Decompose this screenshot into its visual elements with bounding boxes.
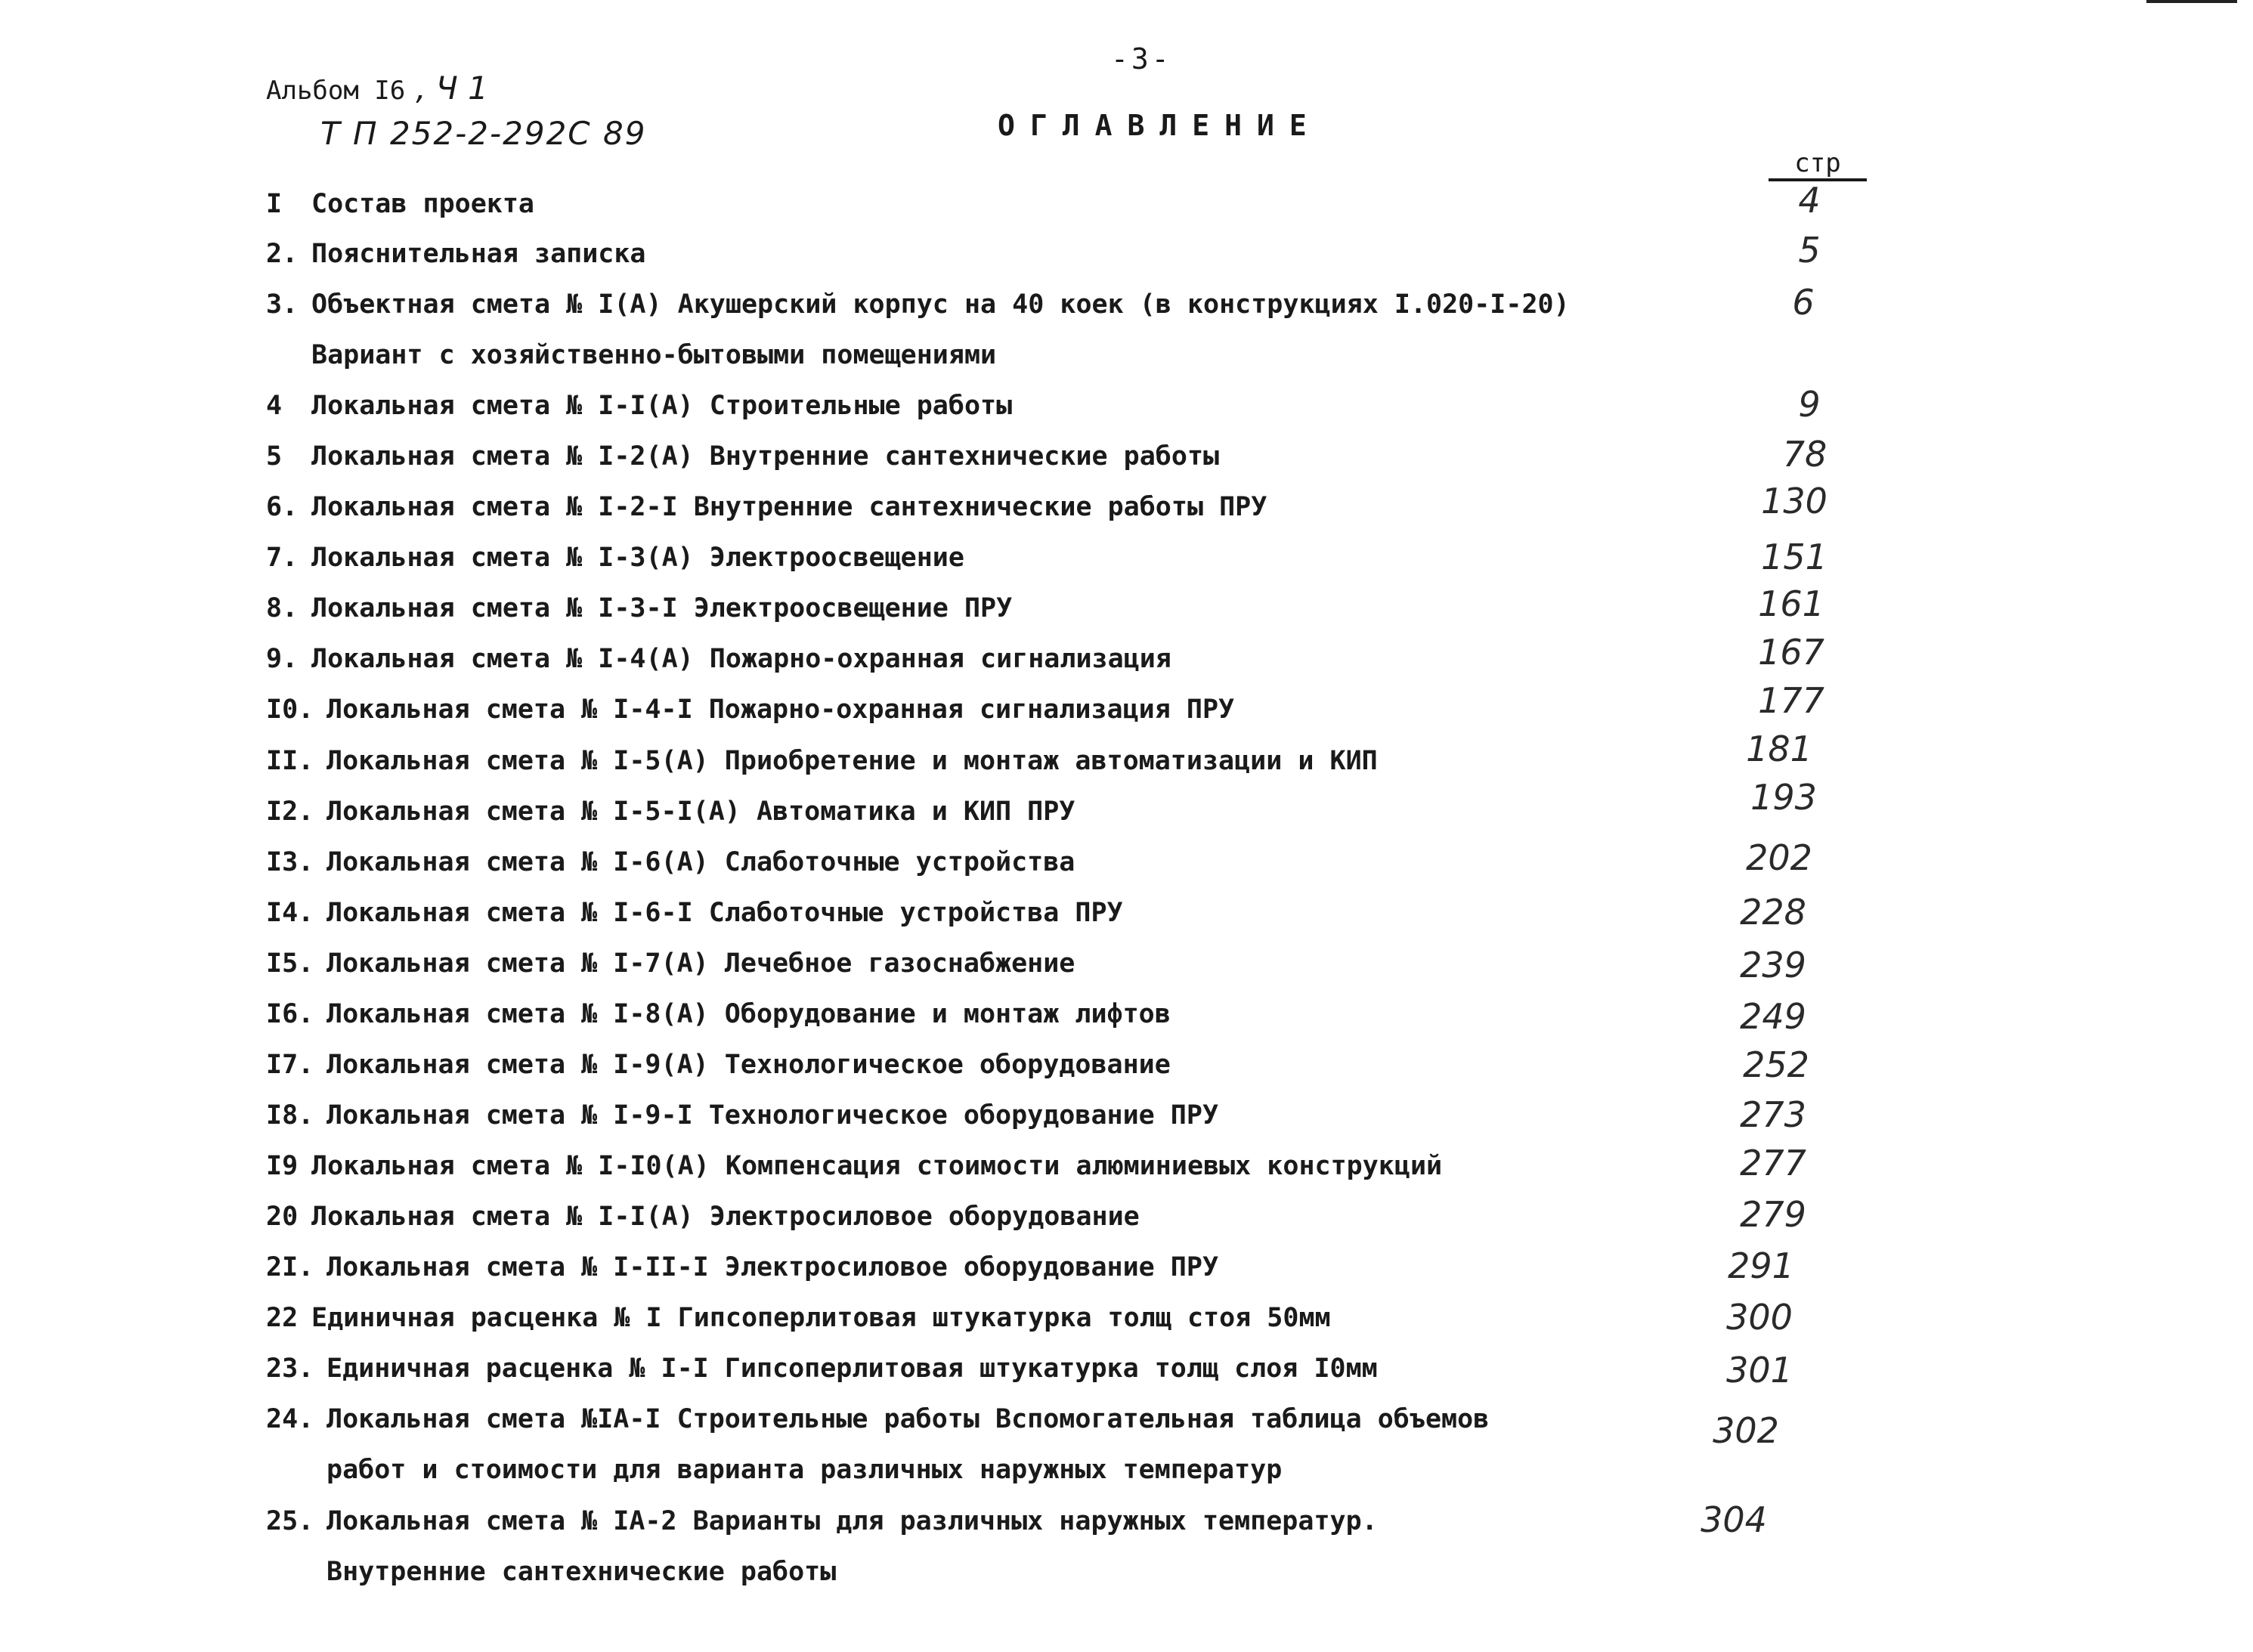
album-title: Альбом I6: [266, 76, 406, 106]
toc-entry-title: Локальная смета № I-4(А) Пожарно-охранная сигнализация: [311, 644, 1171, 674]
page-title: ОГЛАВЛЕНИЕ: [998, 109, 1322, 142]
toc-entry: [266, 492, 1267, 522]
toc-entry-page-handwritten: 181: [1746, 729, 1812, 769]
toc-entry-page-handwritten: 161: [1758, 583, 1824, 624]
toc-entry: [266, 593, 1012, 623]
toc-entry-number: 3.: [266, 289, 299, 320]
toc-entry-title: Локальная смета № I-3-I Электроосвещение ПРУ: [311, 593, 1013, 623]
toc-entry-page-handwritten: 6: [1792, 282, 1815, 323]
project-code-handwritten: Т П 252-2-292С 89: [320, 115, 647, 152]
toc-entry: [266, 695, 1234, 725]
toc-entry: [266, 1050, 1171, 1080]
toc-entry-page-handwritten: 78: [1782, 434, 1827, 475]
toc-entry: [266, 999, 1171, 1029]
toc-entry-title: Локальная смета № I-9-I Технологическое оборудование ПРУ: [326, 1100, 1219, 1131]
toc-entry-number: II.: [266, 746, 314, 776]
toc-entry: [266, 239, 646, 269]
toc-entry-page-handwritten: 193: [1750, 777, 1817, 818]
toc-entry-title: Локальная смета № I-II-I Электросиловое оборудование ПРУ: [326, 1252, 1219, 1282]
toc-entry-title: Локальная смета № I-6(А) Слаботочные устройства: [326, 847, 1075, 877]
toc-entry-page-handwritten: 228: [1740, 892, 1806, 933]
toc-entry-title: Локальная смета № I-2-I Внутренние сантехнические работы ПРУ: [311, 492, 1267, 522]
toc-entry: [266, 847, 1075, 877]
toc-entry-page-handwritten: 239: [1740, 945, 1806, 985]
toc-entry-page-handwritten: 273: [1740, 1094, 1806, 1135]
toc-entry-number: 20: [266, 1202, 299, 1232]
toc-entry-title: Локальная смета № I-I(А) Строительные работы: [311, 391, 1013, 421]
toc-entry: [266, 289, 1570, 320]
album-part-handwritten: , Ч 1: [416, 70, 488, 107]
toc-entry: [266, 898, 1123, 928]
toc-entry-page-handwritten: 9: [1798, 384, 1821, 425]
toc-entry: [266, 1202, 1140, 1232]
toc-entry-number: 4: [266, 391, 283, 421]
toc-entry-title: Объектная смета № I(А) Акушерский корпус на 40 коек (в конструкциях I.020-I-20): [311, 289, 1570, 320]
toc-entry: [266, 797, 1075, 827]
toc-entry-number: I5.: [266, 948, 314, 979]
toc-entry-page-handwritten: 291: [1728, 1245, 1794, 1286]
toc-entry-title: Локальная смета № I-4-I Пожарно-охранная сигнализация ПРУ: [326, 695, 1235, 725]
toc-entry-number: 8.: [266, 593, 299, 623]
toc-entry-page-handwritten: 301: [1726, 1350, 1793, 1391]
toc-entry-page-handwritten: 279: [1740, 1194, 1806, 1235]
toc-entry-title: Локальная смета № I-I(А) Электросиловое оборудование: [311, 1202, 1140, 1232]
page-number: -3-: [1111, 42, 1172, 76]
toc-entry-page-handwritten: 167: [1758, 632, 1824, 673]
toc-entry: [266, 1151, 1442, 1181]
toc-entry-title: Локальная смета № I-5(А) Приобретение и монтаж автоматизации и КИП: [326, 746, 1378, 776]
toc-entry: [266, 1252, 1218, 1282]
toc-entry-number: I0.: [266, 695, 314, 725]
toc-entry: [266, 1100, 1218, 1131]
toc-entry-number: 2I.: [266, 1252, 314, 1282]
toc-entry: [266, 1404, 1489, 1434]
toc-entry-number: I: [266, 189, 283, 219]
toc-entry-title: Локальная смета № I-I0(А) Компенсация стоимости алюминиевых конструкций: [311, 1151, 1443, 1181]
toc-entry-page-handwritten: 202: [1746, 837, 1812, 878]
toc-entry: [266, 189, 534, 219]
toc-entry-number: 24.: [266, 1404, 314, 1434]
toc-entry-page-handwritten: 130: [1761, 481, 1827, 521]
toc-entry-page-handwritten: 249: [1740, 996, 1806, 1037]
toc-entry: [266, 391, 1012, 421]
toc-entry-page-handwritten: 151: [1761, 537, 1827, 577]
toc-entry-title: Локальная смета №IА-I Строительные работы Вспомогательная таблица объемов: [326, 1404, 1490, 1434]
album-label: [266, 70, 488, 107]
toc-entry-page-handwritten: 300: [1726, 1297, 1793, 1338]
scan-edge-line: [2146, 0, 2237, 3]
toc-entry: [266, 644, 1171, 674]
page-column-header: стр: [1769, 150, 1867, 181]
toc-entry: [266, 746, 1378, 776]
toc-entry-number: 6.: [266, 492, 299, 522]
toc-entry-title: Локальная смета № I-9(А) Технологическое оборудование: [326, 1050, 1171, 1080]
toc-entry-number: 25.: [266, 1506, 314, 1536]
toc-entry-number: 9.: [266, 644, 299, 674]
toc-entry-number: I3.: [266, 847, 314, 877]
toc-entry: [266, 1506, 1378, 1536]
toc-entry-page-handwritten: 5: [1798, 230, 1821, 271]
toc-entry-title: Локальная смета № I-3(А) Электроосвещение: [311, 543, 964, 573]
toc-entry-title: Локальная смета № I-8(А) Оборудование и монтаж лифтов: [326, 999, 1171, 1029]
toc-entry-number: I7.: [266, 1050, 314, 1080]
toc-entry-page-handwritten: 252: [1743, 1044, 1809, 1085]
toc-entry-title-continuation: Внутренние сантехнические работы: [326, 1557, 837, 1587]
toc-entry-page-handwritten: 177: [1758, 680, 1824, 721]
toc-entry-title: Пояснительная записка: [311, 239, 646, 269]
toc-entry-title: Единичная расценка № I Гипсоперлитовая штукатурка толщ стоя 50мм: [311, 1303, 1331, 1333]
toc-entry-number: I8.: [266, 1100, 314, 1131]
toc-entry-title: Локальная смета № I-7(А) Лечебное газоснабжение: [326, 948, 1075, 979]
toc-entry-number: 23.: [266, 1353, 314, 1384]
toc-entry: [266, 543, 964, 573]
toc-entry-number: 2.: [266, 239, 299, 269]
toc-entry-number: 22: [266, 1303, 299, 1333]
toc-entry-number: I4.: [266, 898, 314, 928]
toc-entry-page-handwritten: 304: [1701, 1499, 1767, 1540]
toc-entry-title: Локальная смета № I-5-I(А) Автоматика и КИП ПРУ: [326, 797, 1075, 827]
toc-entry-page-handwritten: 302: [1713, 1410, 1779, 1451]
toc-entry-page-handwritten: 4: [1798, 180, 1821, 221]
toc-entry-number: I6.: [266, 999, 314, 1029]
toc-entry-number: 7.: [266, 543, 299, 573]
toc-entry-number: I2.: [266, 797, 314, 827]
toc-entry-title: Единичная расценка № I-I Гипсоперлитовая штукатурка толщ слоя I0мм: [326, 1353, 1378, 1384]
toc-entry-title: Локальная смета № I-2(А) Внутренние сантехнические работы: [311, 441, 1220, 472]
toc-entry-number: 5: [266, 441, 283, 472]
toc-entry-title-continuation: работ и стоимости для варианта различных наружных температур: [326, 1455, 1283, 1485]
toc-entry-title-continuation: Вариант с хозяйственно-бытовыми помещениями: [311, 340, 997, 370]
toc-entry-number: I9: [266, 1151, 299, 1181]
toc-entry-title: Состав проекта: [311, 189, 535, 219]
toc-entry-title: Локальная смета № IА-2 Варианты для различных наружных температур.: [326, 1506, 1378, 1536]
toc-entry: [266, 1353, 1378, 1384]
toc-entry-page-handwritten: 277: [1740, 1143, 1806, 1183]
toc-entry-title: Локальная смета № I-6-I Слаботочные устройства ПРУ: [326, 898, 1123, 928]
toc-entry: [266, 1303, 1331, 1333]
toc-entry: [266, 948, 1075, 979]
toc-entry: [266, 441, 1219, 472]
